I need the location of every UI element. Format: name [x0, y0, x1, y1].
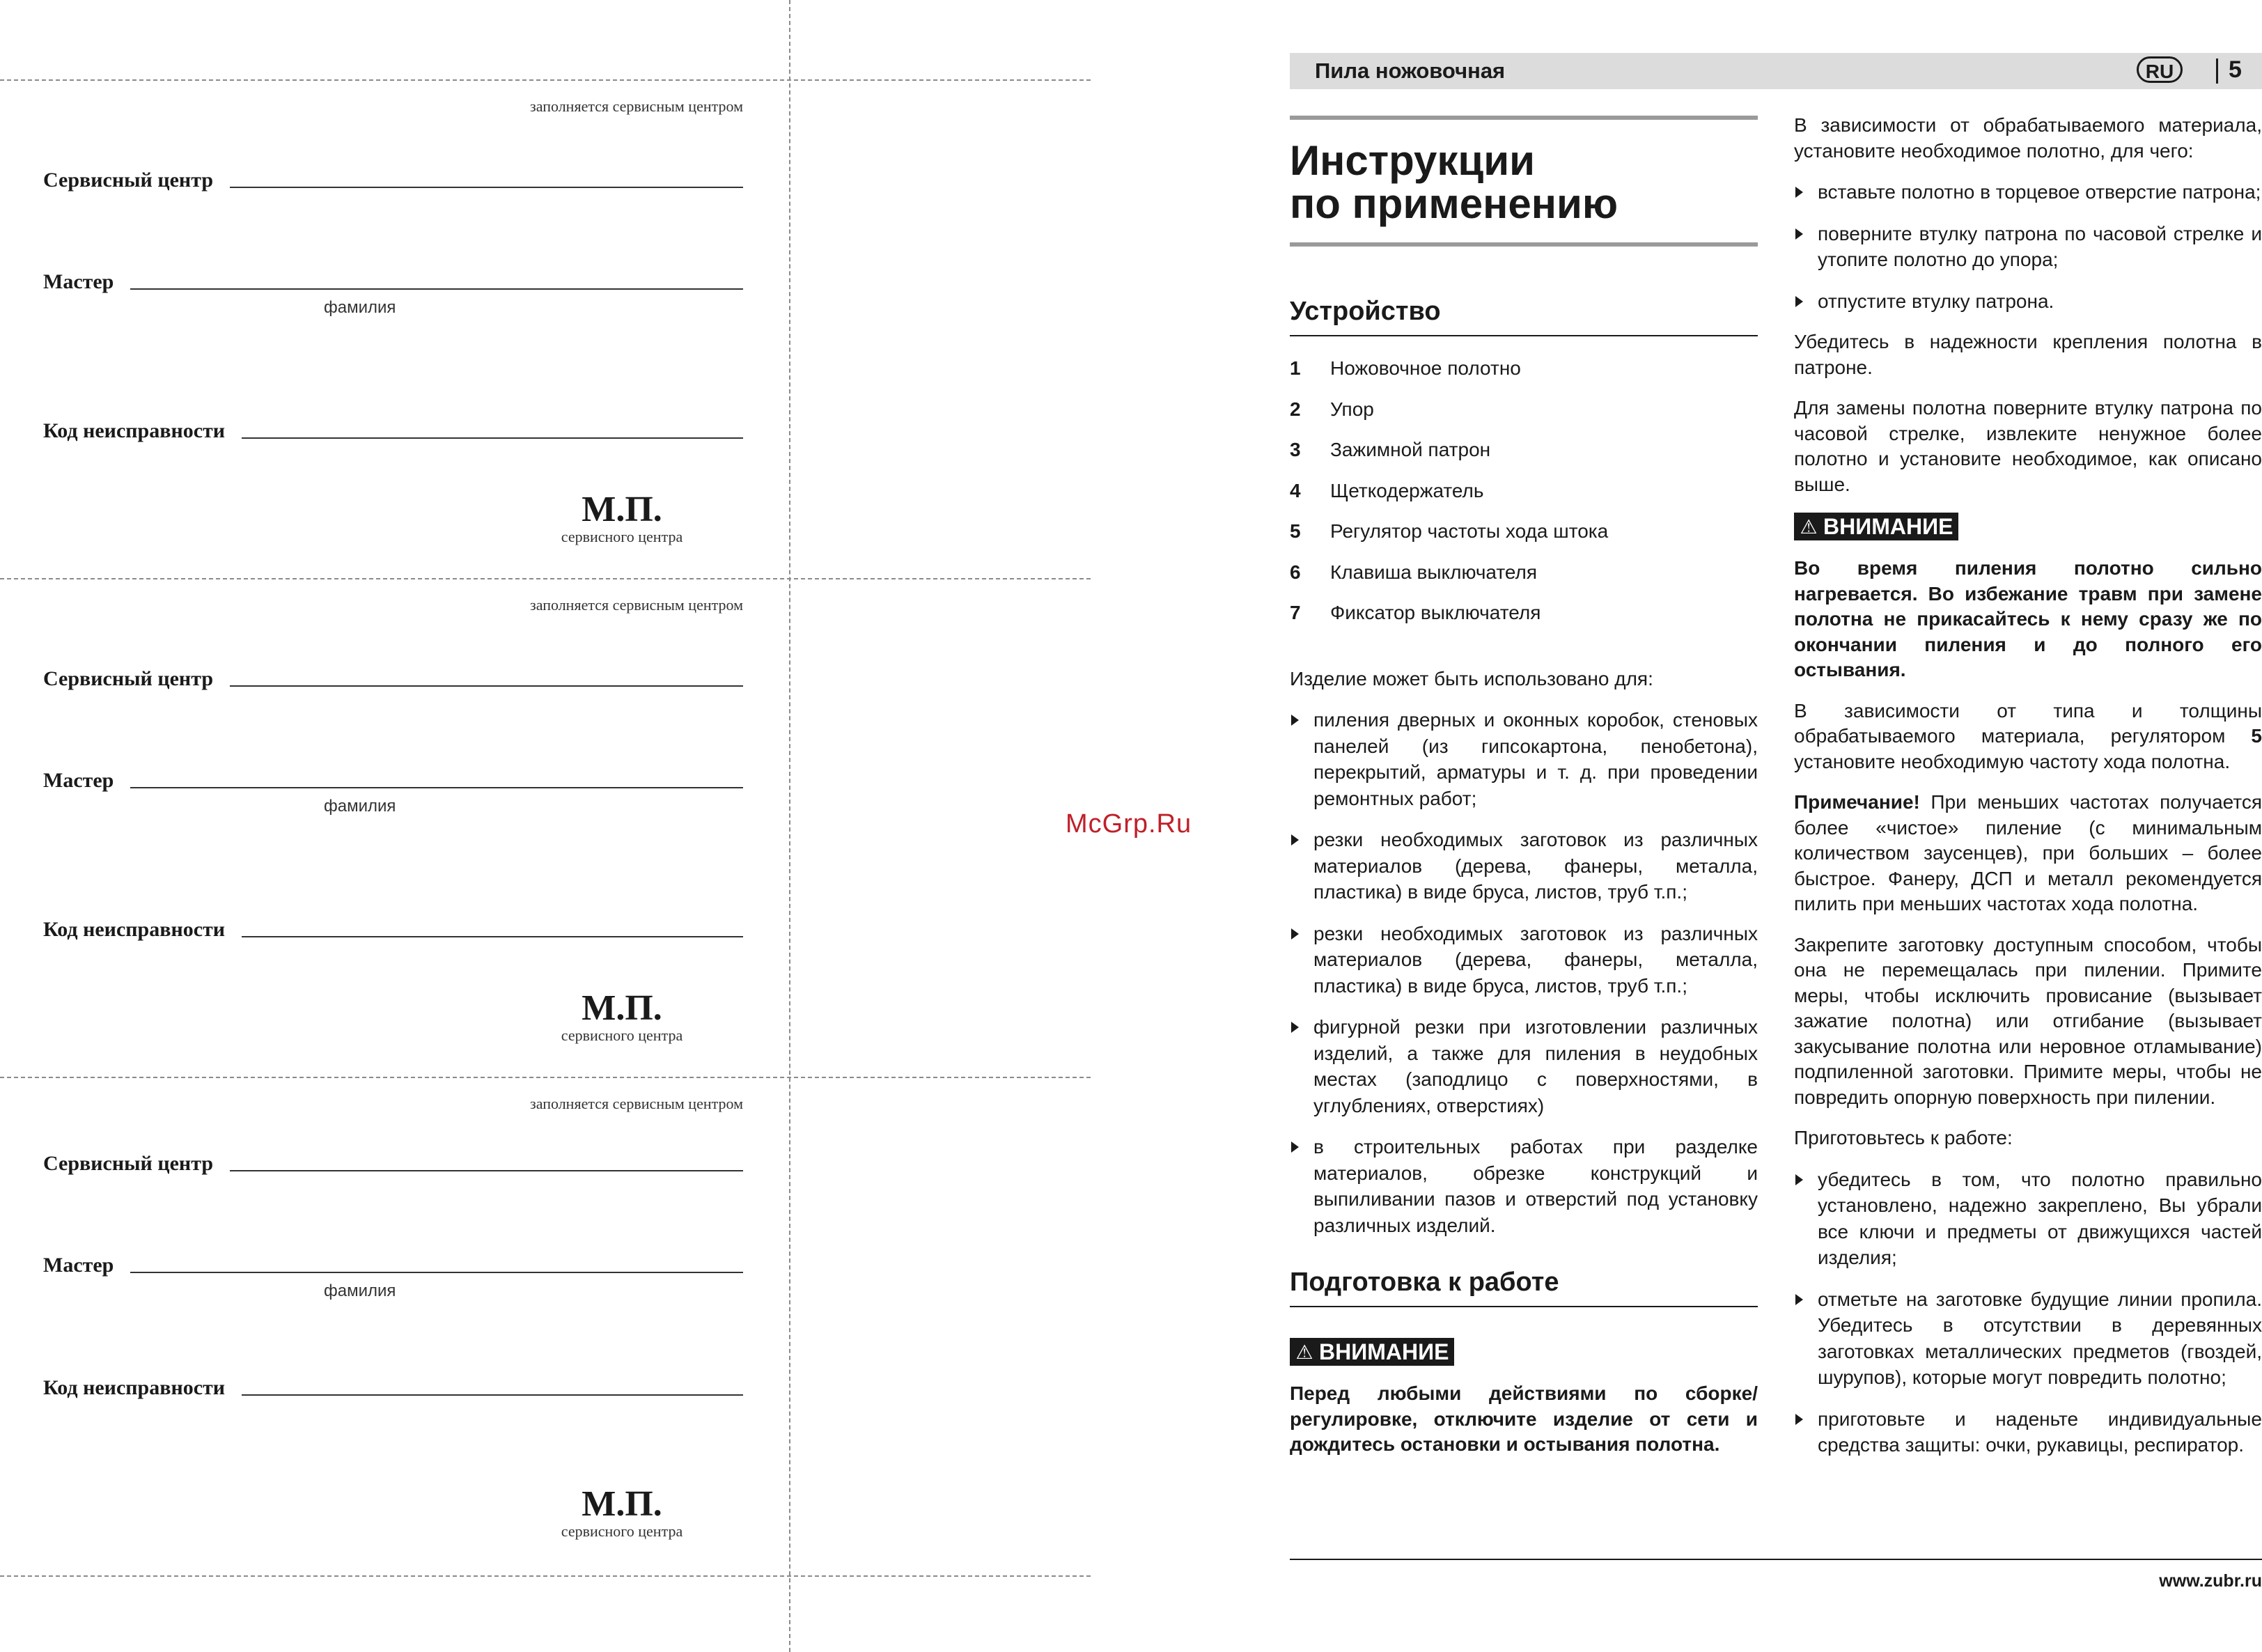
note-text: При меньших частотах получается более «чистое» пиление (с минимальным количеством заусенцев), при больших – более быстрое. Фанеру, ДСП и металл рекомендуется пилить при меньших частотах хода полотна.: [1794, 791, 2262, 914]
list-item: вставьте полотно в торцевое отверстие патрона;: [1794, 179, 2262, 205]
list-item: [1290, 559, 1758, 600]
master-field[interactable]: [43, 1254, 743, 1277]
parts-list: [1290, 354, 1758, 640]
part-reference: 5: [2251, 725, 2262, 747]
stamp-area: [538, 492, 705, 546]
paragraph: Убедитесь в надежности крепления полотна в патроне.: [1794, 331, 2262, 378]
master-label: Мастер: [43, 769, 114, 792]
paragraph: Для замены полотна поверните втулку патрона по часовой стрелке, извлеките ненужное более полотно и установите необходимое, как описано выше.: [1794, 397, 2262, 495]
service-center-label: Сервисный центр: [43, 1152, 213, 1175]
part-label: Зажимной патрон: [1330, 439, 1491, 460]
service-center-label: Сервисный центр: [43, 169, 213, 192]
usage-intro: Изделие может быть использовано для:: [1290, 667, 1653, 689]
install-steps-list: [1794, 179, 2262, 314]
master-field[interactable]: [43, 270, 743, 294]
paragraph: [1794, 699, 2262, 775]
service-center-label: Сервисный центр: [43, 667, 213, 690]
warning-label: ВНИМАНИЕ: [1823, 513, 1953, 539]
watermark: McGrp.Ru: [1066, 809, 1192, 839]
service-coupon: [0, 1077, 789, 1575]
warning-badge: [1290, 1338, 1454, 1366]
list-item: в строительных работах при разделке материалов, обрезке конструкций и выпиливании пазов и отверстий под установку различных изделий.: [1290, 1134, 1758, 1238]
fault-code-field[interactable]: [43, 918, 743, 942]
usage-list: [1290, 707, 1758, 1238]
part-number: 7: [1290, 602, 1301, 623]
service-center-field[interactable]: [43, 667, 743, 691]
fill-line: [242, 1393, 743, 1396]
fill-line: [130, 1270, 743, 1273]
master-label: Мастер: [43, 1254, 114, 1277]
fill-line: [242, 436, 743, 439]
list-item: отметьте на заготовке будущие линии пропила. Убедитесь в отсутствии в деревянных заготовках металлических предметов (гвоздей, шурупов), которые могут повредить полотно;: [1794, 1286, 2262, 1391]
coupon-note: заполняется сервисным центром: [530, 98, 743, 115]
list-item: [1290, 517, 1758, 559]
fill-line: [230, 1169, 743, 1171]
stamp-mark: М.П.: [582, 1484, 662, 1524]
service-center-field[interactable]: [43, 169, 743, 192]
language-badge: RU: [2137, 56, 2183, 83]
part-label: Клавиша выключателя: [1330, 561, 1538, 583]
part-label: Регулятор частоты хода штока: [1330, 520, 1609, 542]
stamp-area: [538, 1486, 705, 1541]
surname-hint: фамилия: [324, 1281, 396, 1300]
stamp-mark: М.П.: [582, 490, 662, 529]
master-field[interactable]: [43, 769, 743, 793]
coupon-note: заполняется сервисным центром: [530, 1095, 743, 1112]
fault-code-field[interactable]: [43, 419, 743, 443]
page-number: 5: [2229, 56, 2242, 83]
prep-heading: Подготовка к работе: [1290, 1268, 1758, 1307]
fault-code-label: Код неисправности: [43, 1376, 226, 1399]
stamp-caption: сервисного центра: [561, 528, 683, 545]
list-item: резки необходимых заготовок из различных материалов (дерева, фанеры, металла, пластика) в виде бруса, листов, труб т.п.;: [1290, 921, 1758, 999]
list-item: приготовьте и наденьте индивидуальные средства защиты: очки, рукавицы, респиратор.: [1794, 1406, 2262, 1458]
paragraph-text: установите необходимую частоту хода полотна.: [1794, 750, 2231, 772]
left-column: [1290, 116, 1758, 1473]
fill-line: [130, 786, 743, 788]
warning-label: ВНИМАНИЕ: [1319, 1339, 1449, 1364]
fault-code-label: Код неисправности: [43, 918, 226, 941]
part-number: 5: [1290, 520, 1301, 542]
service-center-field[interactable]: [43, 1152, 743, 1176]
part-label: Фиксатор выключателя: [1330, 602, 1541, 623]
service-coupon: [0, 79, 789, 578]
list-item: поверните втулку патрона по часовой стрелке и утопите полотно до упора;: [1794, 221, 2262, 273]
fill-line: [230, 684, 743, 687]
list-item: фигурной резки при изготовлении различных изделий, а также для пиления в неудобных местах (заподлицо с поверхностями, в углублениях, отверстиях): [1290, 1014, 1758, 1119]
page-title-line1: Инструкции: [1290, 137, 1536, 184]
paragraph: Закрепите заготовку доступным способом, чтобы она не перемещалась при пилении. Примите меры, чтобы исключить провисание (вызывает зажатие полотна) или отгибание (вызывает закусывание полотна или неровное отламывание) подпиленной заготовки. Примите меры, чтобы не повредить опорную поверхность при пилении.: [1794, 933, 2262, 1108]
list-item: [1290, 396, 1758, 437]
coupon-note: заполняется сервисным центром: [530, 596, 743, 614]
list-item: резки необходимых заготовок из различных материалов (дерева, фанеры, металла, пластика) в виде бруса, листов, труб т.п.;: [1290, 827, 1758, 905]
paragraph: В зависимости от обрабатываемого материала, установите необходимое полотно, для чего:: [1794, 114, 2262, 162]
note-paragraph: [1794, 790, 2262, 917]
footer-rule: [1290, 1559, 2262, 1560]
surname-hint: фамилия: [324, 797, 396, 816]
master-label: Мастер: [43, 270, 114, 293]
footer-url[interactable]: www.zubr.ru: [2159, 1571, 2262, 1591]
list-item: [1290, 477, 1758, 518]
surname-hint: фамилия: [324, 298, 396, 317]
prep-list: [1794, 1167, 2262, 1458]
fault-code-label: Код неисправности: [43, 419, 226, 442]
cut-line-vertical: [789, 0, 790, 1652]
part-number: 2: [1290, 398, 1301, 420]
warning-badge: [1794, 513, 1958, 540]
part-label: Щеткодержатель: [1330, 479, 1484, 501]
part-number: 1: [1290, 357, 1301, 379]
fill-line: [242, 935, 743, 937]
list-item: пиления дверных и оконных коробок, стеновых панелей (из гипсокартона, пенобетона), перекрытий, арматуры и т. д. при проведении ремонтных работ;: [1290, 707, 1758, 811]
list-item: [1290, 354, 1758, 396]
list-item: отпустите втулку патрона.: [1794, 288, 2262, 315]
list-item: убедитесь в том, что полотно правильно установлено, надежно закреплено, Вы убрали все ключи и предметы от движущихся частей изделия;: [1794, 1167, 2262, 1271]
fault-code-field[interactable]: [43, 1376, 743, 1400]
warning-icon: ⚠: [1800, 515, 1818, 538]
product-title: Пила ножовочная: [1315, 59, 1506, 83]
page-header: [1290, 53, 2262, 89]
part-number: 6: [1290, 561, 1301, 583]
header-divider: [2216, 59, 2218, 84]
prep-warning-text: Перед любыми действиями по сборке/регулировке, отключите изделие от сети и дождитесь остановки и остывания полотна.: [1290, 1382, 1758, 1455]
cut-line: [0, 1575, 1091, 1577]
stamp-caption: сервисного центра: [561, 1522, 683, 1540]
stamp-area: [538, 990, 705, 1045]
paragraph-text: В зависимости от типа и толщины обрабатываемого материала, регулятором: [1794, 699, 2262, 747]
list-item: [1290, 599, 1758, 640]
stamp-mark: М.П.: [582, 988, 662, 1028]
service-coupon: [0, 578, 789, 1077]
note-label: Примечание!: [1794, 791, 1920, 813]
list-item: [1290, 436, 1758, 477]
heat-warning-text: Во время пиления полотно сильно нагревается. Во избежание травм при замене полотна не прикасайтесь к нему сразу же по окончании пиления и до полного его остывания.: [1794, 557, 2262, 680]
right-column: [1794, 113, 2262, 1474]
part-number: 4: [1290, 479, 1301, 501]
warning-icon: ⚠: [1295, 1341, 1313, 1363]
fill-line: [130, 287, 743, 290]
part-label: Упор: [1330, 398, 1374, 420]
page-title: [1290, 139, 1758, 226]
part-number: 3: [1290, 439, 1301, 460]
part-label: Ножовочное полотно: [1330, 357, 1521, 379]
paragraph: Приготовьтесь к работе:: [1794, 1127, 2013, 1148]
device-heading: Устройство: [1290, 297, 1758, 336]
fill-line: [230, 185, 743, 188]
page-title-line2: по применению: [1290, 180, 1618, 227]
stamp-caption: сервисного центра: [561, 1027, 683, 1044]
title-rule-top: [1290, 116, 1758, 120]
